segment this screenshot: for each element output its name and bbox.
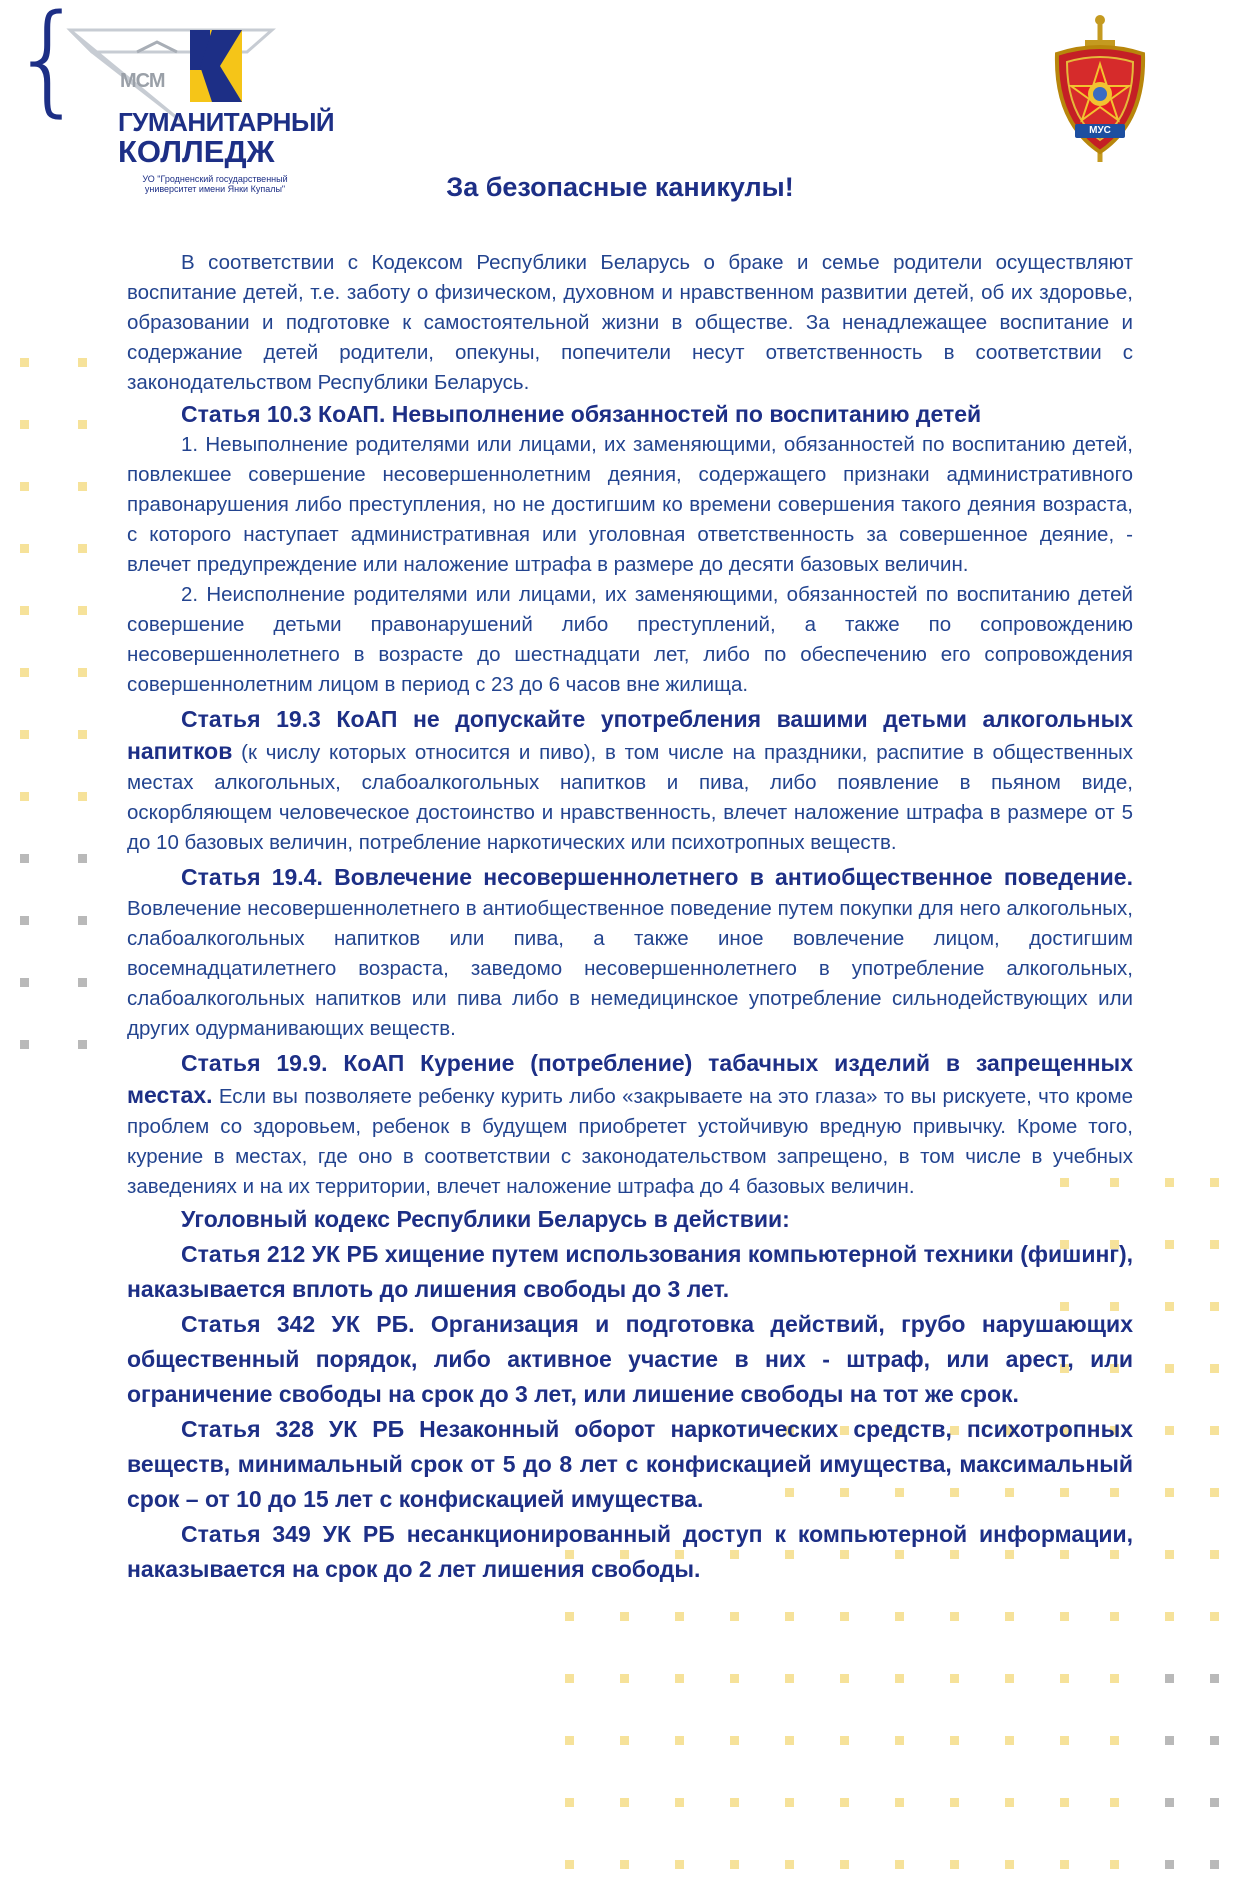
decor-dot [730, 1674, 739, 1683]
decor-dot [620, 1860, 629, 1869]
article-19-4 [127, 862, 1133, 1044]
article-19-9-heading: Статья 19.9. КоАП Курение (потребление) табачных изделий в запрещенных местах. [127, 1050, 1133, 1108]
decor-dot [1110, 1674, 1119, 1683]
decor-dot [1210, 1612, 1219, 1621]
decor-dot [620, 1736, 629, 1745]
decor-dot [895, 1798, 904, 1807]
decor-dot [1165, 1426, 1174, 1435]
criminal-code-328: Статья 328 УК РБ Незаконный оборот наркотических средств, психотропных веществ, минимальный срок от 5 до 8 лет с конфискацией имущества, максимальный срок – от 10 до 15 лет с конфискацией имущества. [127, 1416, 1133, 1512]
decor-dot [950, 1612, 959, 1621]
decor-dot [620, 1798, 629, 1807]
page-title: За безопасные каникулы! [446, 172, 794, 202]
decor-dot [1210, 1488, 1219, 1497]
decor-dot [895, 1674, 904, 1683]
decor-dot [1210, 1240, 1219, 1249]
decor-dot [730, 1612, 739, 1621]
article-19-4-text: Вовлечение несовершеннолетнего в антиобщественное поведение путем покупки для него алкогольных, слабоалкогольных напитков или пива, а также иное вовлечение лицом, достигшим восемнадцатилетнего возраста, заведомо несовершеннолетнего в употребление алкогольных, слабоалкогольных напитков или пива либо в немедицинское употребление сильнодействующих или других одурманивающих веществ. [127, 897, 1133, 1040]
decor-dot [1165, 1302, 1174, 1311]
logo-abbr: МСМ [120, 70, 165, 92]
article-19-9-text: Если вы позволяете ребенку курить либо «закрываете на это глаза» то вы рискуете, что кроме проблем со здоровьем, ребенок в будущем приобретет устойчивую вредную привычку. Кроме того, курение в местах, где оно в соответствии с законодательством запрещено, в том числе в учебных заведениях и на их территории, влечет наложение штрафа до 4 базовых величин. [127, 1085, 1133, 1198]
decor-dot [785, 1798, 794, 1807]
emblem-label: МУС [1089, 125, 1111, 136]
decor-dot [895, 1736, 904, 1745]
decor-dot [840, 1798, 849, 1807]
decor-dot [675, 1736, 684, 1745]
decor-dot [785, 1736, 794, 1745]
decor-dot [730, 1736, 739, 1745]
decor-dot [565, 1736, 574, 1745]
logo-subtitle: УО "Гродненский государственный университет имени Янки Купалы" [142, 174, 288, 194]
decor-dot [675, 1612, 684, 1621]
police-emblem [1045, 12, 1155, 172]
decor-dot [950, 1798, 959, 1807]
decor-dot [565, 1860, 574, 1869]
decor-dot [1210, 1426, 1219, 1435]
decor-dot [1165, 1364, 1174, 1373]
decor-dot [1060, 1860, 1069, 1869]
decor-dot [1060, 1736, 1069, 1745]
college-logo [62, 22, 335, 194]
decor-dot [840, 1612, 849, 1621]
decor-dot [1210, 1798, 1219, 1807]
article-19-3-text: (к числу которых относится и пиво), в том числе на праздники, распитие в общественных местах алкогольных, слабоалкогольных напитков и пива, либо появление в пьяном виде, оскорбляющем человеческое достоинство и нравственность, влечет наложение штрафа в размере от 5 до 10 базовых величин, потребление наркотических или психотропных веществ. [127, 741, 1133, 854]
decor-dot [565, 1674, 574, 1683]
emblem-graphic [1045, 12, 1155, 172]
brace-decoration: { [10, 0, 87, 129]
decor-dot [1165, 1736, 1174, 1745]
decor-dot [1165, 1612, 1174, 1621]
decor-dot [730, 1798, 739, 1807]
decor-dot [675, 1798, 684, 1807]
decor-dot [1060, 1798, 1069, 1807]
decor-dot [1110, 1736, 1119, 1745]
decor-dot [1210, 1178, 1219, 1187]
decor-dot [785, 1612, 794, 1621]
decor-dot [1060, 1674, 1069, 1683]
decor-dot [950, 1736, 959, 1745]
logo-title-line2: КОЛЛЕДЖ [118, 134, 275, 169]
decor-dot [620, 1612, 629, 1621]
decor-dot [1165, 1240, 1174, 1249]
decor-dot [730, 1860, 739, 1869]
decor-dot [1210, 1550, 1219, 1559]
intro-paragraph: В соответствии с Кодексом Республики Беларусь о браке и семье родители осуществляют воспитание детей, т.е. заботу о физическом, духовном и нравственном развитии детей, об их здоровье, образовании и подготовке к самостоятельной жизни в обществе. За ненадлежащее воспитание и содержание детей родители, опекуны, попечители несут ответственность в соответствии с законодательством Республики Беларусь. [127, 251, 1133, 394]
article-19-3 [127, 704, 1133, 858]
decor-dot [1005, 1612, 1014, 1621]
decor-dot [1005, 1860, 1014, 1869]
article-19-3-heading: Статья 19.3 КоАП не допускайте употребления вашими детьми алкогольных напитков [127, 706, 1133, 764]
decor-dot [1165, 1798, 1174, 1807]
decor-dot [1110, 1860, 1119, 1869]
decor-dot [1005, 1736, 1014, 1745]
decor-dot [895, 1612, 904, 1621]
decor-dot [1165, 1178, 1174, 1187]
decor-dot [840, 1736, 849, 1745]
decor-dot [895, 1860, 904, 1869]
decor-dot [1210, 1302, 1219, 1311]
criminal-code-212: Статья 212 УК РБ хищение путем использования компьютерной техники (фишинг), наказывается вплоть до лишения свободы до 3 лет. [127, 1241, 1133, 1302]
article-19-4-heading: Статья 19.4. Вовлечение несовершеннолетнего в антиобщественное поведение. [181, 864, 1133, 890]
decor-dot [1165, 1674, 1174, 1683]
decor-dot [1005, 1798, 1014, 1807]
decor-dot [1210, 1860, 1219, 1869]
decor-dot [1165, 1860, 1174, 1869]
article-10-3-heading: Статья 10.3 КоАП. Невыполнение обязанностей по воспитанию детей [181, 401, 982, 427]
decor-dot [840, 1674, 849, 1683]
decor-dot [620, 1674, 629, 1683]
decor-dot [1165, 1550, 1174, 1559]
article-10-3-point1: 1. Невыполнение родителями или лицами, их заменяющими, обязанностей по воспитанию детей, повлекшее совершение несовершеннолетним деяния, содержащего признаки административного правонарушения либо преступления, но не достигшим ко времени совершения такого деяния возраста, с которого наступает административная или уголовная ответственность за совершенное деяние, - влечет предупреждение или наложение штрафа в размере до десяти базовых величин. [127, 433, 1133, 576]
article-10-3-point2: 2. Неисполнение родителями или лицами, их заменяющими, обязанностей по воспитанию детей совершение детьми правонарушений либо преступлений, а также по сопровождению несовершеннолетнего в возрасте до шестнадцати лет, либо по обеспечению его сопровождения совершеннолетним лицом в период с 23 до 6 часов вне жилища. [127, 583, 1133, 696]
decor-dot [565, 1612, 574, 1621]
decor-dot [675, 1674, 684, 1683]
decor-dot [1110, 1798, 1119, 1807]
decor-dot [1210, 1736, 1219, 1745]
decor-dot [675, 1860, 684, 1869]
decor-dot [950, 1860, 959, 1869]
decor-dot [785, 1860, 794, 1869]
decor-dot [785, 1674, 794, 1683]
decor-dot [1210, 1364, 1219, 1373]
decor-dot [1165, 1488, 1174, 1497]
document-body [127, 248, 1133, 1587]
criminal-code-342: Статья 342 УК РБ. Организация и подготовка действий, грубо нарушающих общественный порядок, либо активное участие в них - штраф, или арест, или ограничение свободы на срок до 3 лет, или лишение свободы на тот же срок. [127, 1311, 1133, 1407]
decor-dot [1005, 1674, 1014, 1683]
decor-dot [565, 1798, 574, 1807]
decor-dot [1060, 1612, 1069, 1621]
decor-dot [840, 1860, 849, 1869]
decor-dot [950, 1674, 959, 1683]
article-19-9 [127, 1048, 1133, 1202]
decor-dot [1110, 1612, 1119, 1621]
criminal-code-349: Статья 349 УК РБ несанкционированный доступ к компьютерной информации, наказывается на срок до 2 лет лишения свободы. [127, 1521, 1133, 1582]
logo-title-line1: ГУМАНИТАРНЫЙ [118, 107, 335, 137]
decor-dot [1210, 1674, 1219, 1683]
criminal-code-heading: Уголовный кодекс Республики Беларусь в действии: [181, 1206, 790, 1232]
